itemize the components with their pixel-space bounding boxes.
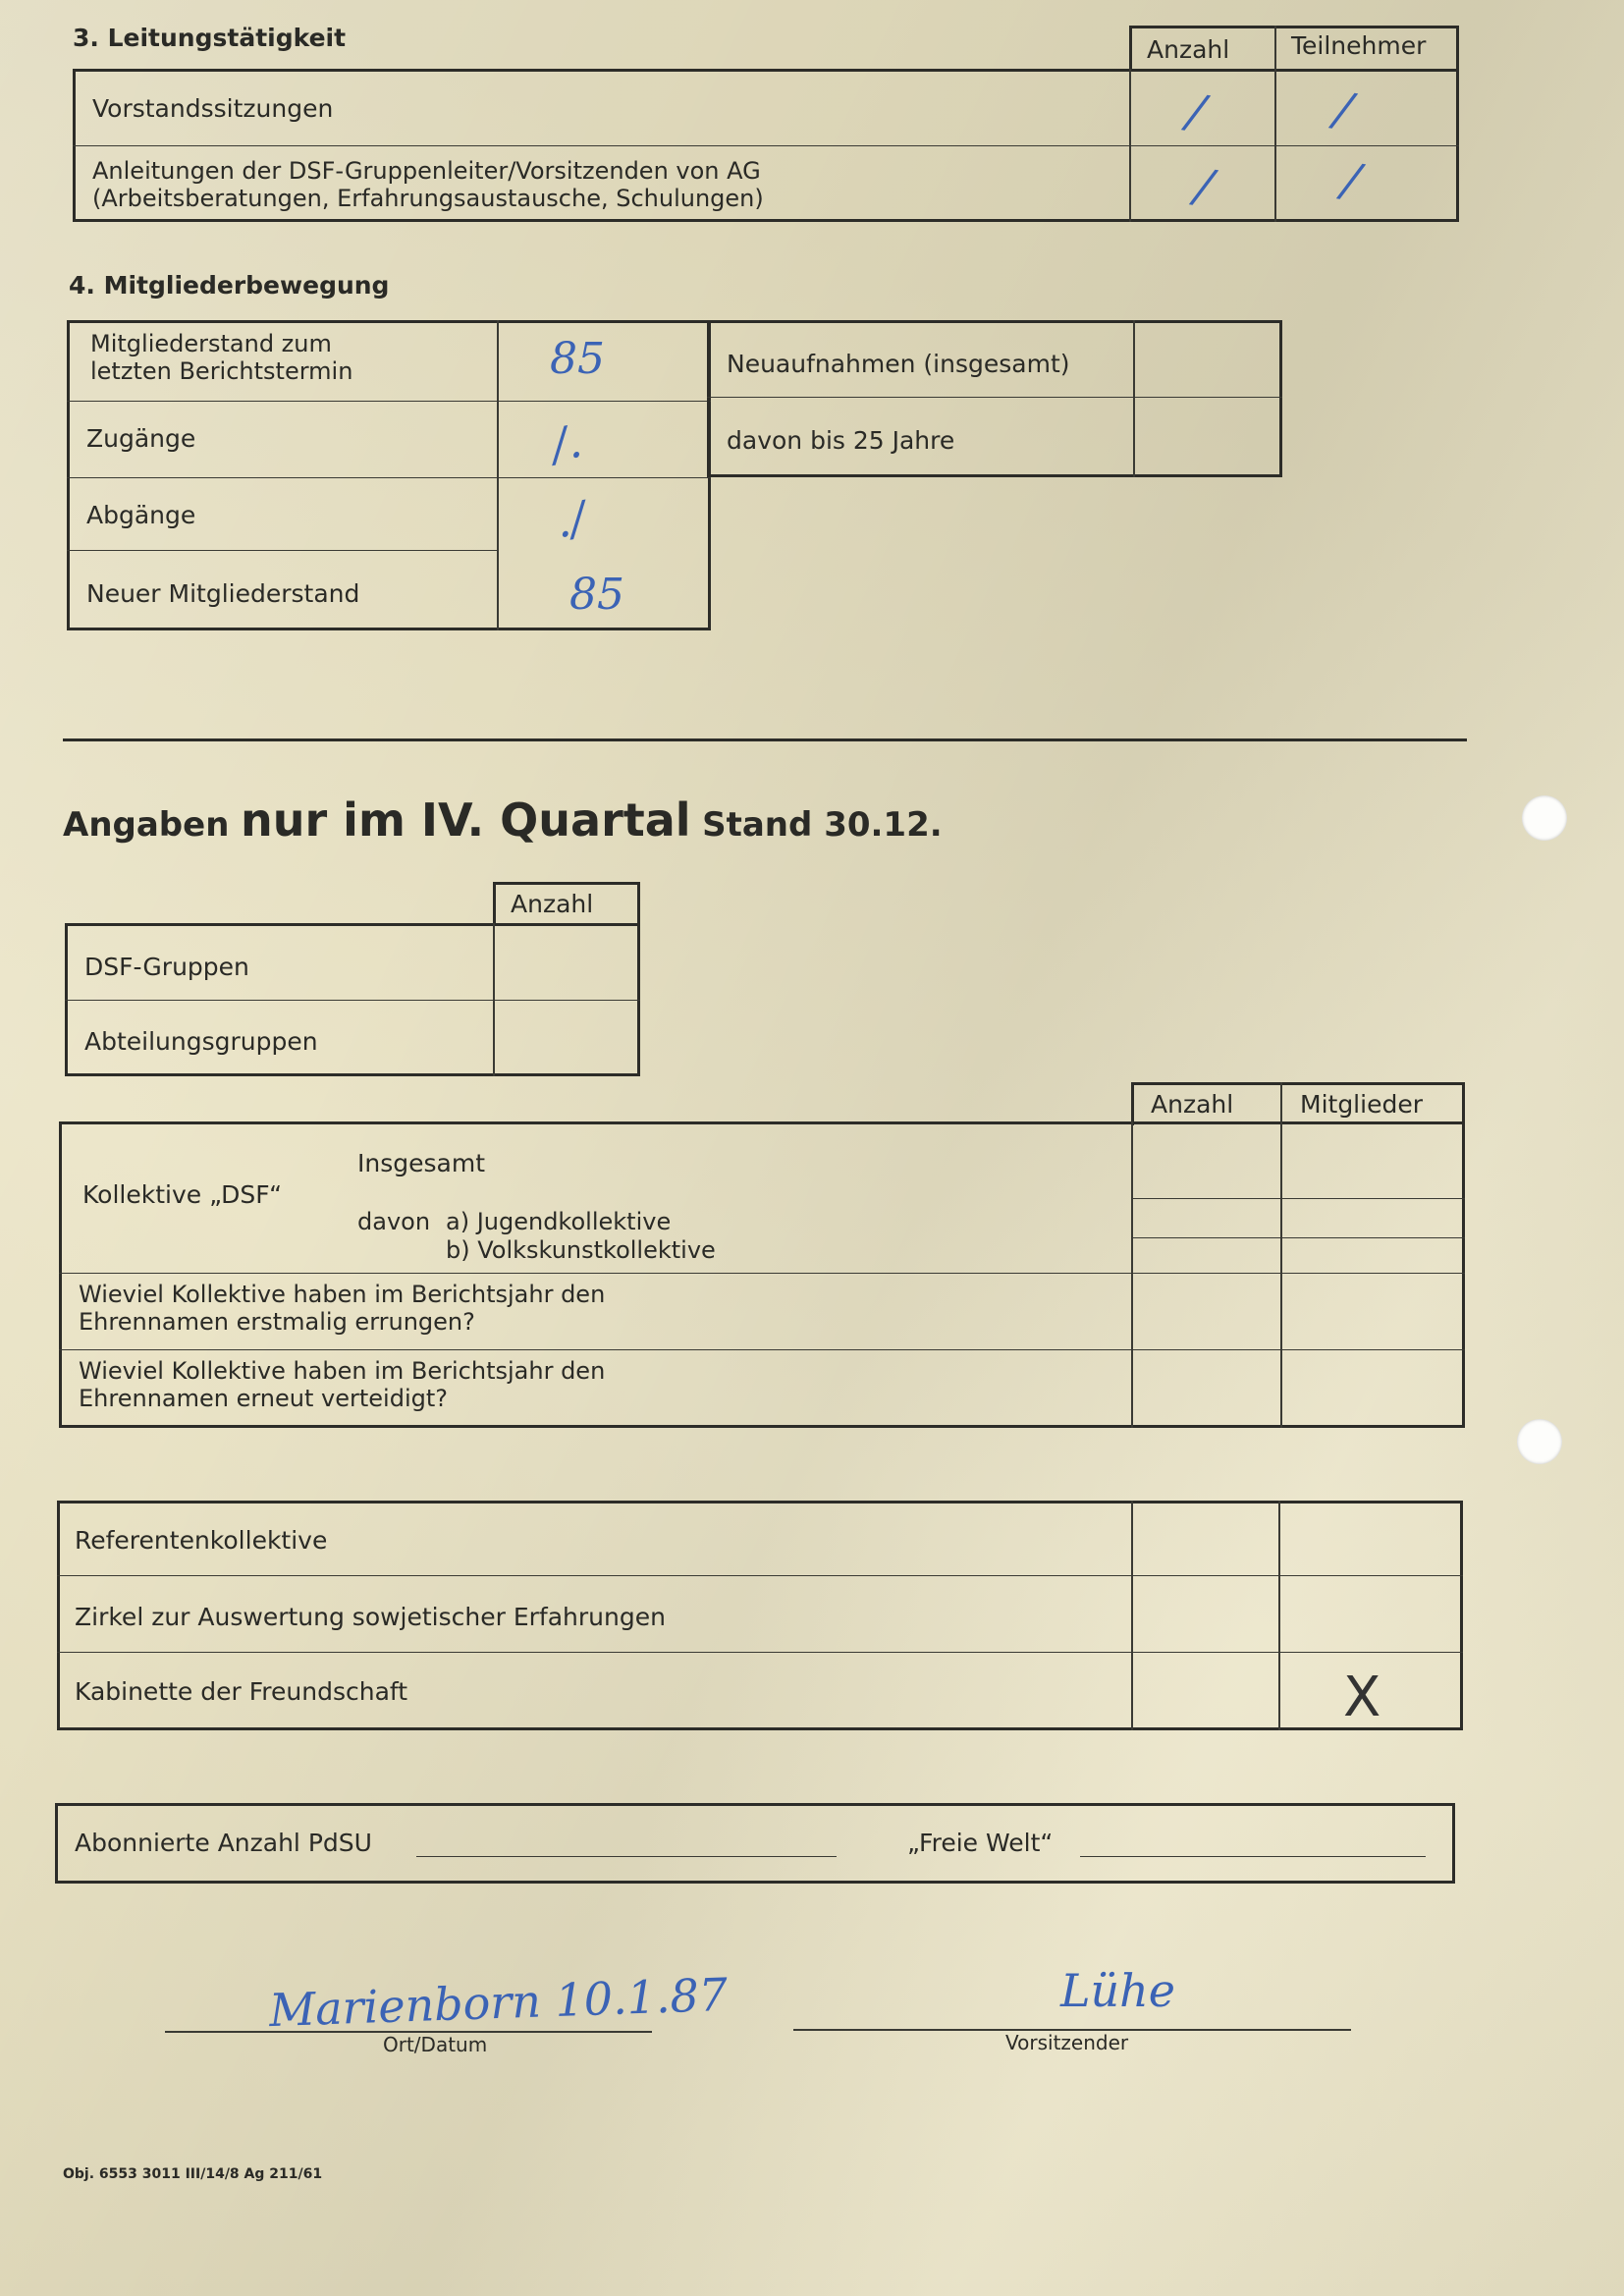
abteilungsgruppen-label: Abteilungsgruppen xyxy=(84,1027,318,1056)
row-vorstandssitzungen-label: Vorstandssitzungen xyxy=(92,94,334,123)
row-anleitungen-label-1: Anleitungen der DSF-Gruppenleiter/Vorsitzenden von AG xyxy=(92,157,761,185)
section-divider xyxy=(63,738,1467,741)
pdsu-label: Abonnierte Anzahl PdSU xyxy=(75,1829,372,1857)
zirkel-label: Zirkel zur Auswertung sowjetischer Erfahrungen xyxy=(75,1603,666,1631)
section4-title: 4. Mitgliederbewegung xyxy=(69,271,390,300)
zugaenge-value: /. xyxy=(547,413,586,472)
section3-col-count: Anzahl xyxy=(1147,35,1230,64)
q4-title xyxy=(63,793,943,847)
section3-col-participants: Teilnehmer xyxy=(1291,31,1427,60)
collectives-col-count: Anzahl xyxy=(1151,1090,1234,1119)
mitgliederstand-value: 85 xyxy=(550,334,605,384)
insgesamt-label: Insgesamt xyxy=(357,1149,485,1177)
q4-title-c: Stand 30.12. xyxy=(702,805,943,845)
verteidigt-label-2: Ehrennamen erneut verteidigt? xyxy=(79,1385,448,1412)
kollektive-dsf-label: Kollektive „DSF“ xyxy=(82,1180,283,1209)
dsf-gruppen-label: DSF-Gruppen xyxy=(84,953,249,981)
neuer-mitgliederstand-value: 85 xyxy=(569,570,624,620)
collectives-col-members: Mitglieder xyxy=(1300,1090,1423,1119)
anleitung-count-value: / xyxy=(1191,158,1217,215)
erstmalig-label-1: Wieviel Kollektive haben im Berichtsjahr den xyxy=(79,1281,606,1308)
volkskunstkollektive-label: b) Volkskunstkollektive xyxy=(446,1236,716,1264)
davon-25-label: davon bis 25 Jahre xyxy=(727,426,955,455)
groups-col-count: Anzahl xyxy=(511,890,594,918)
kabinette-members-mark: X xyxy=(1343,1666,1381,1729)
vorstand-count-value: / xyxy=(1183,83,1209,140)
q4-title-b: nur im IV. Quartal xyxy=(240,793,691,847)
neuaufnahmen-label: Neuaufnahmen (insgesamt) xyxy=(727,350,1070,378)
anleitung-participants-value: / xyxy=(1338,152,1364,209)
footer-code: Obj. 6553 3011 III/14/8 Ag 211/61 xyxy=(63,2166,323,2182)
pdsu-line xyxy=(416,1856,837,1857)
mitgliederstand-label-2: letzten Berichtstermin xyxy=(90,357,353,385)
punch-hole xyxy=(1522,795,1567,841)
jugendkollektive-label: a) Jugendkollektive xyxy=(446,1208,672,1235)
chairman-signature: Lühe xyxy=(1060,1964,1176,2017)
erstmalig-label-2: Ehrennamen erstmalig errungen? xyxy=(79,1308,475,1336)
referentenkollektive-label: Referentenkollektive xyxy=(75,1526,328,1555)
verteidigt-label-1: Wieviel Kollektive haben im Berichtsjahr den xyxy=(79,1357,606,1385)
zugaenge-label: Zugänge xyxy=(86,424,196,453)
abgaenge-value: ./ xyxy=(551,490,590,549)
q4-title-a: Angaben xyxy=(63,805,230,845)
freie-welt-line xyxy=(1080,1856,1426,1857)
kabinette-label: Kabinette der Freundschaft xyxy=(75,1677,408,1706)
abgaenge-label: Abgänge xyxy=(86,501,196,529)
vorstand-participants-value: / xyxy=(1330,82,1356,138)
mitgliederstand-label-1: Mitgliederstand zum xyxy=(90,330,332,357)
place-date-label: Ort/Datum xyxy=(383,2033,488,2056)
row-anleitungen-label-2: (Arbeitsberatungen, Erfahrungsaustausche, Schulungen) xyxy=(92,185,764,212)
punch-hole xyxy=(1517,1419,1562,1464)
place-date-value: Marienborn 10.1.87 xyxy=(268,1967,729,2038)
davon-label: davon xyxy=(357,1208,431,1235)
section3-title: 3. Leitungstätigkeit xyxy=(73,24,347,52)
freie-welt-label: „Freie Welt“ xyxy=(907,1829,1054,1857)
neuer-mitgliederstand-label: Neuer Mitgliederstand xyxy=(86,579,360,608)
chairman-label: Vorsitzender xyxy=(1005,2031,1129,2054)
